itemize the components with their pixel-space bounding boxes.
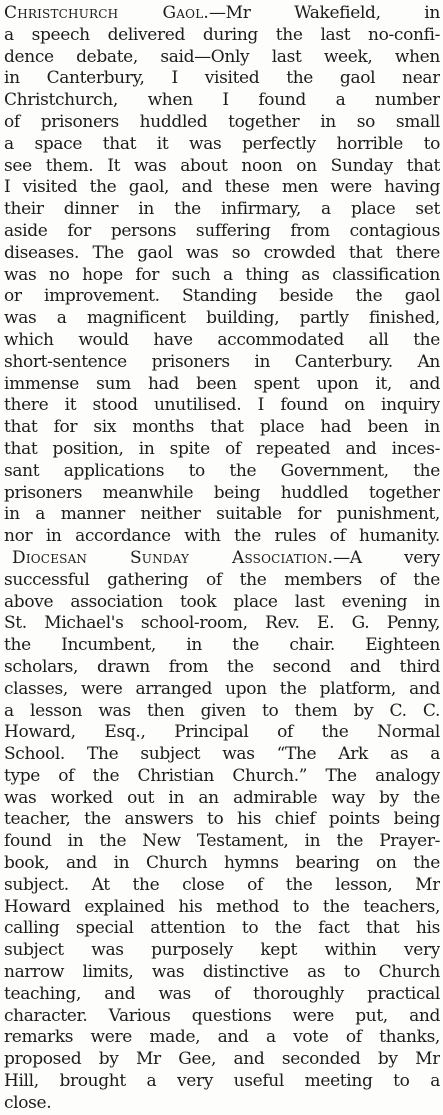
- article-heading: Christchurch Gaol.: [4, 3, 209, 23]
- article-line: subject. At the close of the lesson, Mr: [4, 874, 440, 895]
- article-line: School. The subject was “The Ark as a: [4, 744, 440, 765]
- article-line: a speech delivered during the last no-confi-: [4, 24, 440, 45]
- article-line: their dinner in the infirmary, a place set: [4, 199, 440, 220]
- article-line: I visited the gaol, and these men were having: [4, 177, 440, 198]
- article-line: teaching, and was of thoroughly practical: [4, 983, 440, 1004]
- article-line: calling special attention to the fact that his: [4, 918, 440, 939]
- article-line: scholars, drawn from the second and third: [4, 656, 440, 677]
- article-line: book, and in Church hymns bearing on the: [4, 853, 440, 874]
- article-line: or improvement. Standing beside the gaol: [4, 286, 440, 307]
- article-line: the Incumbent, in the chair. Eighteen: [4, 635, 440, 656]
- article-line: —Mr Wakefield, in: [208, 3, 440, 23]
- article-line: that for six months that place had been in: [4, 417, 440, 438]
- article-line: see them. It was about noon on Sunday that: [4, 155, 440, 176]
- newspaper-column: [4, 3, 440, 1115]
- article-line: diseases. The gaol was so crowded that there: [4, 242, 440, 263]
- article-line: short-sentence prisoners in Canterbury. An: [4, 351, 440, 372]
- article-line: remarks were made, and a vote of thanks,: [4, 1027, 440, 1048]
- article-line: type of the Christian Church.” The analogy: [4, 765, 440, 786]
- article-line: Howard, Esq., Principal of the Normal: [4, 722, 440, 743]
- article-line: close.: [4, 1092, 52, 1113]
- article-first-line: [4, 3, 440, 25]
- article-line: prisoners meanwhile being huddled together: [4, 482, 440, 503]
- article-line: was a magnificent building, partly finished,: [4, 308, 440, 329]
- article-line: subject was purposely kept within very: [4, 940, 440, 961]
- article-line: was worked out in an admirable way by the: [4, 787, 440, 808]
- article-line: sant applications to the Government, the: [4, 460, 440, 481]
- article-line: found in the New Testament, in the Prayer-: [4, 831, 440, 852]
- article-line: dence debate, said—Only last week, when: [4, 46, 440, 67]
- article-line: teacher, the answers to his chief points being: [4, 809, 440, 830]
- article-line: proposed by Mr Gee, and seconded by Mr: [4, 1049, 440, 1070]
- article-line: —A very: [333, 547, 440, 568]
- article-first-line: [4, 548, 440, 570]
- article-heading: Diocesan Sunday Association.: [12, 547, 334, 568]
- article-line: which would have accommodated all the: [4, 329, 440, 350]
- article-line: aside for persons suffering from contagious: [4, 220, 440, 241]
- article-christchurch-gaol: [4, 3, 440, 548]
- article-line: Christchurch, when I found a number: [4, 90, 440, 111]
- article-line: above association took place last evening in: [4, 591, 440, 612]
- article-line: of prisoners huddled together in so small: [4, 111, 440, 132]
- article-line: nor in accordance with the rules of humanity.: [4, 526, 440, 547]
- article-line: narrow limits, was distinctive as to Church: [4, 962, 440, 983]
- article-line: in a manner neither suitable for punishment,: [4, 504, 440, 525]
- article-line: classes, were arranged upon the platform, and: [4, 678, 440, 699]
- article-line: Hill, brought a very useful meeting to a: [4, 1071, 440, 1092]
- article-line: was no hope for such a thing as classification: [4, 264, 440, 285]
- article-line: successful gathering of the members of the: [4, 569, 440, 590]
- article-line: in Canterbury, I visited the gaol near: [4, 68, 440, 89]
- article-line: that position, in spite of repeated and inces-: [4, 438, 440, 459]
- article-line: Howard explained his method to the teachers,: [4, 896, 440, 917]
- article-line: there it stood unutilised. I found on inquiry: [4, 395, 440, 416]
- article-line: St. Michael's school-room, Rev. E. G. Penny,: [4, 613, 440, 634]
- article-line: character. Various questions were put, and: [4, 1005, 440, 1026]
- article-line: immense sum had been spent upon it, and: [4, 373, 440, 394]
- article-diocesan-sunday-association: [4, 548, 440, 1115]
- article-line: a lesson was then given to them by C. C.: [4, 700, 440, 721]
- article-line: a space that it was perfectly horrible to: [4, 133, 440, 154]
